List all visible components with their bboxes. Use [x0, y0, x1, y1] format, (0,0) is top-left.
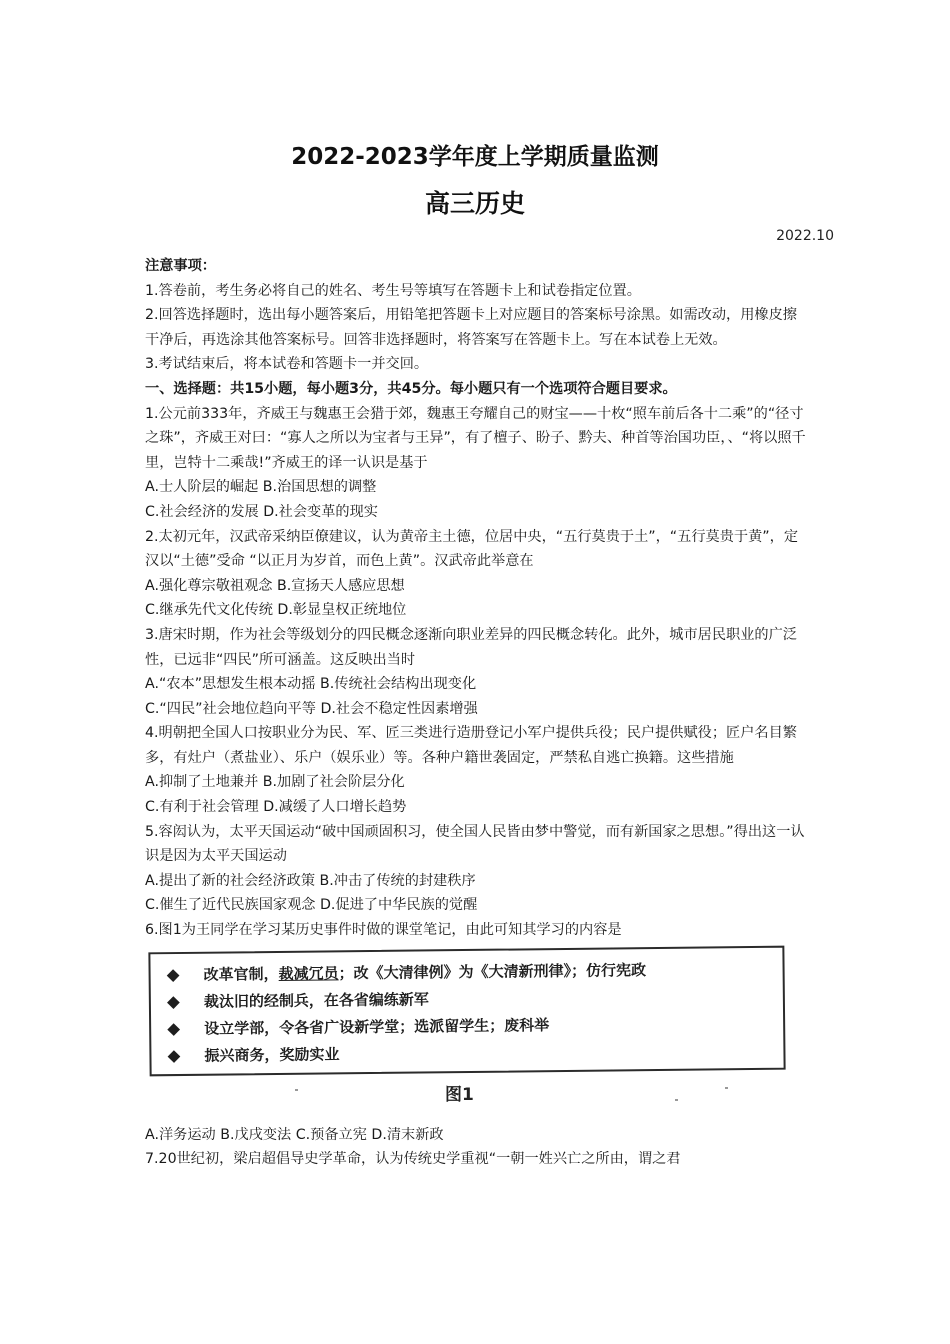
diamond-bullet-icon	[167, 969, 180, 982]
subject-title: 高三历史	[424, 189, 525, 218]
question-options: A.洋务运动 B.戊戌变法 C.预备立宪 D.清末新政	[145, 1126, 444, 1143]
question-stem: 5.容闳认为，太平天国运动“破中国顽固积习，使全国人民皆由梦中警觉，而有新国家之思想。”得出这一认识是因为太平天国运动	[145, 823, 805, 865]
notes-text: 设立学部，令各省广设新学堂；选派留学生；废科举	[204, 1015, 550, 1038]
exam-content	[145, 254, 810, 1172]
notes-text: ；改《大清律例》为《大清新刑律》；仿行宪政	[338, 960, 647, 982]
notes-text: 裁汰旧的经制兵，在各省编练新军	[203, 990, 429, 1011]
exam-date: 2022.10	[776, 228, 834, 244]
question-options: A.“农本”思想发生根本动摇 B.传统社会结构出现变化	[145, 676, 477, 693]
diamond-bullet-icon	[168, 1050, 181, 1063]
question-stem: 1.公元前333年，齐威王与魏惠王会猎于郊，魏惠王夸耀自己的财宝——十枚“照车前后各十二乘”的“径寸之珠”，齐威王对曰：“寡人之所以为宝者与王异”，有了檀子、盼子、黔夫、种首等治国功臣，、“将以照千里，岂特十二乘哉!”齐威王的译一认识是基于	[145, 405, 806, 471]
notice-heading: 注意事项：	[145, 258, 216, 274]
question-options: C.继承先代文化传统 D.彰显皇权正统地位	[145, 602, 407, 619]
question-options: C.“四民”社会地位趋向平等 D.社会不稳定性因素增强	[145, 700, 478, 717]
diamond-bullet-icon	[167, 1023, 180, 1036]
question-stem: 6.图1为王同学在学习某历史事件时做的课堂笔记，由此可知其学习的内容是	[145, 922, 622, 939]
notice-item: 1.答卷前，考生务必将自己的姓名、考生号等填写在答题卡上和试卷指定位置。	[145, 282, 641, 299]
figure-caption: 图1	[445, 1084, 474, 1105]
question-options: C.社会经济的发展 D.社会变革的现实	[145, 503, 378, 520]
question-stem: 4.明朝把全国人口按职业分为民、军、匠三类进行造册登记小军户提供兵役；民户提供赋役；匠户名目繁多，有灶户（煮盐业）、乐户（娱乐业）等。各种户籍世袭固定，严禁私自逃亡换籍。这些措施	[145, 725, 797, 766]
question-stem: 7.20世纪初，梁启超倡导史学革命，认为传统史学重视“一朝一姓兴亡之所由，谓之君	[145, 1151, 681, 1168]
exam-title: 2022-2023学年度上学期质量监测	[291, 144, 659, 170]
notes-text: 改革官制，	[203, 964, 279, 984]
notes-item	[169, 1036, 783, 1069]
section-heading: 一、选择题：共15小题，每小题3分，共45分。每小题只有一个选项符合题目要求。	[145, 380, 677, 397]
question-options: A.强化尊宗敬祖观念 B.宣扬天人感应思想	[145, 577, 405, 594]
question-options: A.抑制了土地兼并 B.加剧了社会阶层分化	[145, 774, 405, 791]
question-options: C.催生了近代民族国家观念 D.促进了中华民族的觉醒	[145, 897, 478, 914]
scan-speck	[675, 1099, 678, 1101]
question-stem: 3.唐宋时期，作为社会等级划分的四民概念逐渐向职业差异的四民概念转化。此外，城市居民职业的广泛性，已远非“四民”所可涵盖。这反映出当时	[145, 626, 797, 668]
figure-1	[145, 949, 810, 1119]
notice-item: 3.考试结束后，将本试卷和答题卡一并交回。	[145, 356, 429, 373]
question-options: A.提出了新的社会经济政策 B.冲击了传统的封建秩序	[145, 872, 476, 889]
notes-text: 振兴商务，奖励实业	[204, 1044, 340, 1065]
notes-underlined-text: 裁减冗员	[278, 963, 339, 983]
notes-box	[148, 945, 785, 1076]
scan-speck	[725, 1087, 728, 1089]
question-options: A.士人阶层的崛起 B.治国思想的调整	[145, 479, 377, 496]
question-options: C.有利于社会管理 D.减缓了人口增长趋势	[145, 799, 407, 816]
notice-item: 2.回答选择题时，选出每小题答案后，用铅笔把答题卡上对应题目的答案标号涂黑。如需改动，用橡皮擦干净后，再选涂其他答案标号。回答非选择题时，将答案写在答题卡上。写在本试卷上无效。	[145, 307, 797, 348]
question-stem: 2.太初元年，汉武帝采纳臣僚建议，认为黄帝主土德，位居中央，“五行莫贵于土”，“五行莫贵于黄”，定汉以“土德”受命 “以正月为岁首，而色上黄”。汉武帝此举意在	[145, 528, 799, 570]
scan-speck	[295, 1089, 298, 1091]
diamond-bullet-icon	[167, 996, 180, 1009]
